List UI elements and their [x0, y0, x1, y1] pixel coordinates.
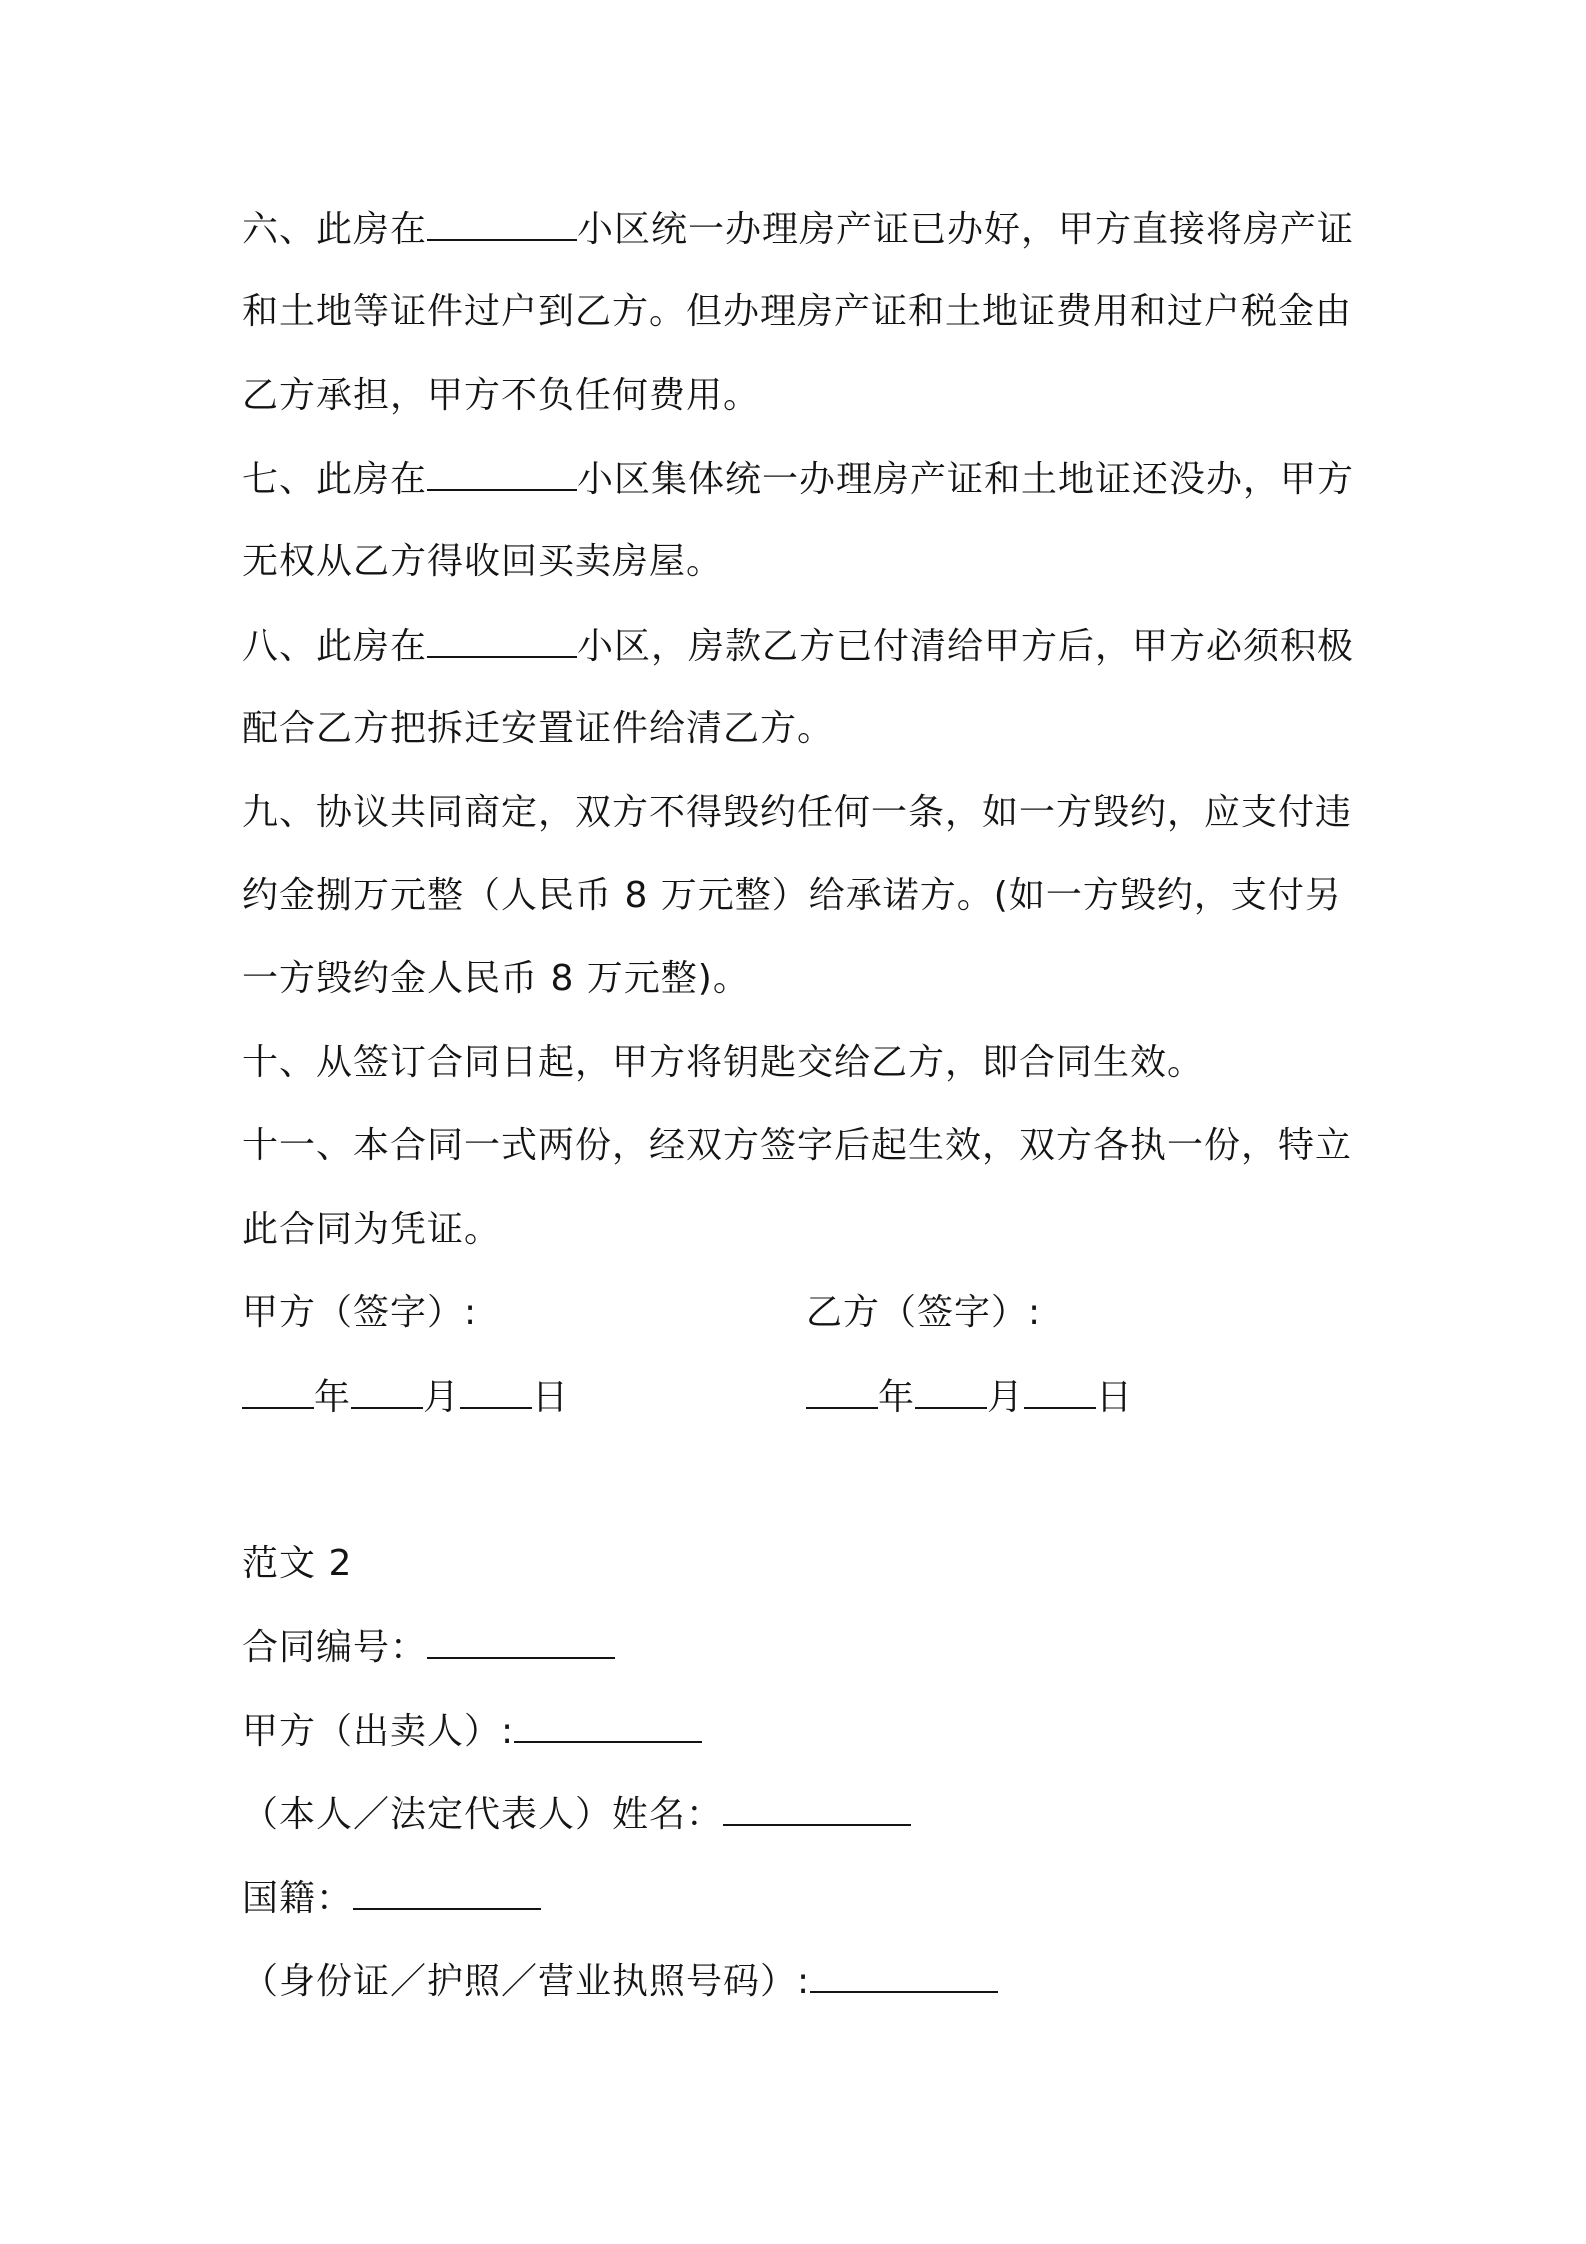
month-label: 月 [987, 1377, 1025, 1418]
year-label: 年 [314, 1377, 352, 1418]
month-blank [351, 1373, 423, 1409]
seller-field [242, 1707, 702, 1756]
year-label: 年 [878, 1377, 916, 1418]
fill-blank [427, 622, 577, 658]
clause-11-line-1: 十一、本合同一式两份，经双方签字后起生效，双方各执一份，特立 [242, 1125, 1353, 1166]
nationality-label: 国籍： [242, 1878, 354, 1919]
clause-text: 小区集体统一办理房产证和土地证还没办，甲方 [577, 459, 1355, 500]
seller-label: 甲方（出卖人）: [242, 1711, 515, 1752]
day-label: 日 [1096, 1377, 1134, 1418]
clause-text: 六、此房在 [242, 209, 428, 250]
month-blank [915, 1373, 987, 1409]
clause-8-line-2: 配合乙方把拆迁安置证件给清乙方。 [242, 708, 835, 749]
clause-6-line-3: 乙方承担，甲方不负任何费用。 [242, 375, 761, 416]
day-label: 日 [532, 1377, 570, 1418]
year-blank [242, 1373, 314, 1409]
party-a-signature: 甲方（签字）: [242, 1292, 478, 1333]
clause-10-line-1: 十、从签订合同日起，甲方将钥匙交给乙方，即合同生效。 [242, 1042, 1205, 1083]
contract-number-field [242, 1623, 615, 1672]
clause-text: 八、此房在 [242, 626, 428, 667]
clause-text: 七、此房在 [242, 459, 428, 500]
day-blank [460, 1373, 532, 1409]
fill-blank [427, 205, 577, 241]
fill-blank [353, 1874, 541, 1910]
nationality-field [242, 1874, 541, 1923]
clause-text: 小区统一办理房产证已办好，甲方直接将房产证 [577, 209, 1355, 250]
clause-11-line-2: 此合同为凭证。 [242, 1209, 502, 1250]
year-blank [806, 1373, 878, 1409]
sample-2-heading: 范文 2 [242, 1543, 353, 1584]
id-number-label: （身份证／护照／营业执照号码）: [242, 1961, 811, 2002]
fill-blank [723, 1790, 911, 1826]
clause-9-line-3: 一方毁约金人民币 8 万元整)。 [242, 958, 750, 999]
fill-blank [427, 455, 577, 491]
id-number-field [242, 1957, 998, 2006]
representative-field [242, 1790, 911, 1839]
clause-9-line-1: 九、协议共同商定，双方不得毁约任何一条，如一方毁约，应支付违 [242, 792, 1353, 833]
party-b-signature: 乙方（签字）: [806, 1292, 1042, 1333]
clause-7-line-2: 无权从乙方得收回买卖房屋。 [242, 541, 724, 582]
day-blank [1024, 1373, 1096, 1409]
month-label: 月 [423, 1377, 461, 1418]
clause-6-line-1 [242, 205, 1354, 254]
clause-text: 小区，房款乙方已付清给甲方后，甲方必须积极 [577, 626, 1355, 667]
fill-blank [514, 1707, 702, 1743]
clause-7-line-1 [242, 455, 1354, 504]
representative-label: （本人／法定代表人）姓名： [242, 1794, 724, 1835]
clause-9-line-2: 约金捌万元整（人民币 8 万元整）给承诺方。(如一方毁约，支付另 [242, 875, 1342, 916]
clause-6-line-2: 和土地等证件过户到乙方。但办理房产证和土地证费用和过户税金由 [242, 291, 1353, 332]
contract-number-label: 合同编号： [242, 1627, 428, 1668]
clause-8-line-1 [242, 622, 1354, 671]
fill-blank [810, 1957, 998, 1993]
party-a-date [242, 1373, 569, 1422]
fill-blank [427, 1623, 615, 1659]
party-b-date [806, 1373, 1133, 1422]
